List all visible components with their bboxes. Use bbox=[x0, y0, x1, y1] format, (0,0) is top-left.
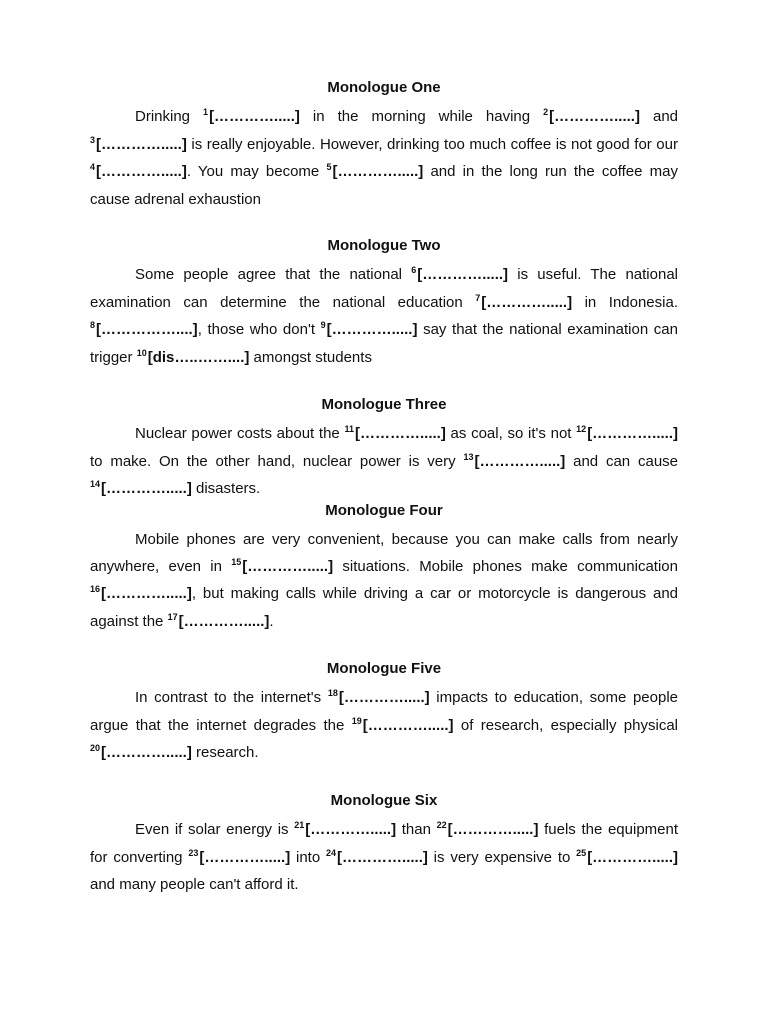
monologue-title: Monologue Five bbox=[326, 660, 442, 677]
paragraph-text: is really enjoyable. However, drinking too much coffee is not good for our bbox=[186, 135, 678, 153]
blank-number: 10 bbox=[136, 347, 147, 358]
monologue-title: Monologue Six bbox=[330, 792, 438, 809]
paragraph-text: disasters. bbox=[191, 480, 261, 498]
blank-5 bbox=[326, 163, 423, 180]
paragraph-text: into bbox=[290, 848, 327, 866]
monologue-two bbox=[90, 236, 678, 372]
monologue-paragraph bbox=[90, 685, 678, 768]
paragraph-text: , but making calls while driving a car or motorcycle is dangerous and against the bbox=[90, 585, 678, 630]
blank-number: 24 bbox=[326, 847, 337, 858]
paragraph-text: . You may become bbox=[186, 163, 327, 181]
blank-number: 7 bbox=[475, 292, 481, 303]
monologue-paragraph bbox=[90, 421, 678, 504]
monologue-one bbox=[90, 78, 678, 213]
monologue-paragraph bbox=[90, 527, 678, 636]
blank-brackets: [dis…..……....] bbox=[147, 348, 250, 366]
paragraph-text: Mobile phones are very convenient, because you can make calls from nearly anywhere, even in bbox=[90, 531, 678, 575]
blank-number: 13 bbox=[463, 451, 474, 462]
blank-number: 4 bbox=[90, 162, 96, 173]
blank-number: 15 bbox=[231, 556, 242, 567]
blank-brackets: [………….....] bbox=[199, 848, 291, 866]
blank-15 bbox=[231, 558, 333, 575]
blank-25 bbox=[576, 849, 678, 866]
monologue-title: Monologue Four bbox=[325, 502, 443, 519]
blank-12 bbox=[576, 425, 678, 442]
paragraph-text: is useful. The national examination can determine the national education bbox=[90, 266, 678, 311]
blank-number: 8 bbox=[90, 320, 96, 331]
blank-4 bbox=[90, 163, 187, 180]
paragraph-text: Some people agree that the national bbox=[135, 266, 412, 283]
blank-6 bbox=[411, 266, 508, 283]
blank-number: 9 bbox=[320, 320, 326, 331]
blank-number: 17 bbox=[167, 611, 178, 622]
blank-1 bbox=[203, 108, 300, 125]
paragraph-text: in the morning while having bbox=[299, 108, 544, 125]
monologue-six bbox=[90, 791, 678, 899]
blank-brackets: [………….....] bbox=[474, 452, 566, 470]
blank-brackets: [………….....] bbox=[305, 821, 397, 838]
paragraph-text: and can cause bbox=[565, 452, 678, 470]
paragraph-text: and many people can't afford it. bbox=[90, 876, 299, 894]
blank-20 bbox=[90, 744, 192, 761]
blank-brackets: [………….....] bbox=[332, 163, 424, 181]
blank-number: 25 bbox=[576, 847, 587, 858]
paragraph-text: impacts to education, some people argue that the internet degrades the bbox=[90, 689, 678, 734]
blank-brackets: [………….....] bbox=[355, 425, 446, 442]
blank-number: 3 bbox=[90, 134, 96, 145]
paragraph-text: . bbox=[269, 612, 274, 630]
blank-24 bbox=[326, 849, 428, 866]
blank-14 bbox=[90, 480, 192, 497]
blank-8 bbox=[90, 321, 198, 338]
paragraph-text: Nuclear power costs about the bbox=[135, 425, 345, 442]
blank-number: 18 bbox=[327, 688, 338, 698]
monologue-four bbox=[90, 501, 678, 636]
blank-brackets: [………….....] bbox=[338, 689, 430, 706]
blank-brackets: [………….....] bbox=[242, 557, 334, 575]
blank-brackets: [………….....] bbox=[417, 266, 509, 283]
blank-brackets: [………….....] bbox=[587, 425, 679, 442]
paragraph-text: to make. On the other hand, nuclear power is very bbox=[90, 452, 464, 470]
paragraph-text: than bbox=[396, 821, 437, 838]
blank-brackets: [………….....] bbox=[481, 293, 573, 311]
blank-number: 14 bbox=[90, 479, 101, 490]
blank-brackets: [………….....] bbox=[96, 163, 187, 181]
blank-brackets: [………….....] bbox=[178, 612, 270, 630]
blank-brackets: [………….....] bbox=[101, 480, 192, 498]
blank-brackets: [………….....] bbox=[209, 108, 300, 125]
paragraph-text: amongst students bbox=[249, 348, 372, 366]
blank-brackets: [………….....] bbox=[587, 848, 679, 866]
blank-number: 6 bbox=[411, 265, 417, 275]
blank-number: 12 bbox=[576, 424, 587, 434]
blank-2 bbox=[543, 108, 640, 125]
paragraph-text: of research, especially physical bbox=[453, 716, 678, 734]
paragraph-text: Even if solar energy is bbox=[135, 821, 295, 838]
paragraph-text: in Indonesia. bbox=[572, 293, 678, 311]
paragraph-text: is very expensive to bbox=[427, 848, 577, 866]
monologue-five bbox=[90, 659, 678, 768]
paragraph-text: and in the long run the coffee may cause adrenal exhaustion bbox=[90, 163, 678, 208]
blank-19 bbox=[352, 717, 454, 734]
monologue-three bbox=[90, 395, 678, 504]
blank-10 bbox=[137, 349, 250, 366]
paragraph-text: , those who don't bbox=[197, 321, 321, 339]
blank-21 bbox=[294, 821, 396, 838]
blank-brackets: [………….....] bbox=[447, 821, 539, 838]
blank-brackets: [………….....] bbox=[101, 744, 192, 762]
blank-brackets: [………….....] bbox=[326, 321, 418, 339]
blank-brackets: [………….....] bbox=[362, 716, 454, 734]
paragraph-text: and bbox=[639, 108, 678, 125]
paragraph-text: say that the national examination can trigger bbox=[90, 321, 678, 366]
blank-9 bbox=[321, 321, 418, 338]
blank-7 bbox=[475, 294, 572, 311]
blank-number: 2 bbox=[543, 107, 549, 117]
blank-number: 20 bbox=[90, 743, 101, 754]
monologue-title: Monologue Two bbox=[327, 237, 441, 254]
blank-number: 5 bbox=[326, 162, 332, 173]
blank-22 bbox=[437, 821, 539, 838]
blank-number: 19 bbox=[351, 715, 362, 726]
blank-11 bbox=[344, 425, 445, 442]
blank-brackets: [………….....] bbox=[101, 585, 192, 603]
monologue-paragraph bbox=[90, 817, 678, 899]
paragraph-text: as coal, so it's not bbox=[445, 425, 577, 442]
monologue-paragraph bbox=[90, 104, 678, 213]
blank-23 bbox=[188, 849, 290, 866]
blank-18 bbox=[328, 689, 430, 706]
monologue-paragraph bbox=[90, 262, 678, 372]
blank-number: 22 bbox=[436, 820, 447, 830]
blank-number: 1 bbox=[203, 107, 209, 117]
paragraph-text: fuels the equipment for converting bbox=[90, 821, 679, 866]
blank-number: 23 bbox=[188, 847, 199, 858]
blank-3 bbox=[90, 136, 187, 153]
blank-number: 16 bbox=[90, 584, 101, 595]
paragraph-text: research. bbox=[191, 744, 259, 762]
monologue-title: Monologue Three bbox=[321, 396, 447, 413]
monologue-title: Monologue One bbox=[327, 79, 441, 96]
blank-number: 21 bbox=[294, 820, 305, 830]
paragraph-text: situations. Mobile phones make communication bbox=[333, 557, 678, 575]
blank-17 bbox=[168, 613, 270, 630]
blank-brackets: [………….....] bbox=[549, 108, 640, 125]
blank-number: 11 bbox=[344, 424, 354, 434]
blank-brackets: [………….....] bbox=[337, 848, 428, 866]
paragraph-text: In contrast to the internet's bbox=[135, 689, 328, 706]
blank-16 bbox=[90, 585, 192, 602]
paragraph-text: Drinking bbox=[135, 108, 204, 125]
blank-brackets: [……………....] bbox=[96, 321, 198, 339]
blank-13 bbox=[463, 453, 565, 470]
blank-brackets: [………….....] bbox=[96, 135, 187, 153]
